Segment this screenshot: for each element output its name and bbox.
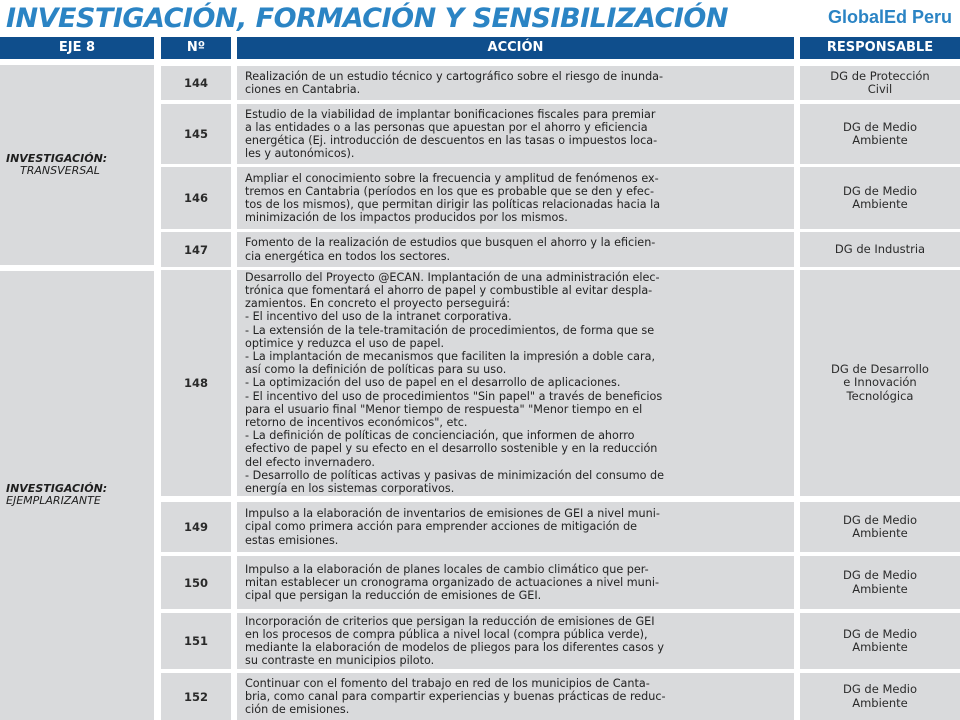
action-line: en los procesos de compra pública a nivel local (compra pública verde), xyxy=(245,627,648,641)
responsible-line: Ambiente xyxy=(852,695,908,710)
page-title: INVESTIGACIÓN, FORMACIÓN Y SENSIBILIZACIÓN xyxy=(6,3,728,34)
col-header-eje: EJE 8 xyxy=(0,37,154,59)
row-number: 151 xyxy=(161,613,231,669)
row-responsible xyxy=(800,232,960,267)
row-action xyxy=(237,232,794,267)
responsible-line: Ambiente xyxy=(852,197,908,211)
row-number: 149 xyxy=(161,502,231,552)
responsible-line: Ambiente xyxy=(852,640,908,654)
action-line: optimice y reduzca el uso de papel. xyxy=(245,336,445,350)
responsible-line: Ambiente xyxy=(852,581,908,596)
row-responsible xyxy=(800,104,960,164)
action-line: Impulso a la elaboración de planes locales de cambio climático que per- xyxy=(245,562,649,576)
responsible-line: Civil xyxy=(867,82,893,96)
action-line: Ampliar el conocimiento sobre la frecuencia y amplitud de fenómenos ex- xyxy=(245,171,659,185)
action-line: para el usuario final "Menor tiempo de respuesta" "Menor tiempo en el xyxy=(245,402,643,416)
action-line: su contraste en municipios piloto. xyxy=(245,654,435,668)
action-line: Realización de un estudio técnico y cartográfico sobre el riesgo de inunda- xyxy=(245,69,664,83)
row-responsible xyxy=(800,673,960,720)
row-number: 150 xyxy=(161,556,231,609)
action-line: del efecto invernadero. xyxy=(245,455,375,469)
action-line: Continuar con el fomento del trabajo en red de los municipios de Canta- xyxy=(245,676,650,690)
action-line: mediante la elaboración de modelos de pliegos para los diferentes casos y xyxy=(245,641,664,654)
action-line: efectivo de papel y su efecto en el desarrollo sostenible y en la reducción xyxy=(245,442,658,456)
responsible-line: DG de Medio xyxy=(843,568,917,582)
row-number: 145 xyxy=(161,104,231,164)
action-line: Incorporación de criterios que persigan la reducción de emisiones de GEI xyxy=(245,614,655,628)
action-line: les y autonómicos). xyxy=(245,147,355,161)
action-line: energía en los sistemas corporativos. xyxy=(245,482,455,496)
action-line: bria, como canal para compartir experiencias y buenas prácticas de reduc- xyxy=(245,689,666,703)
row-action xyxy=(237,613,794,669)
responsible-line: Ambiente xyxy=(852,133,908,147)
action-line: energética (Ej. introducción de descuentos en las tasas o impuestos loca- xyxy=(245,134,658,147)
action-line: - El incentivo del uso de procedimientos "Sin papel" a través de beneficios xyxy=(245,389,663,403)
row-number: 146 xyxy=(161,167,231,229)
row-action xyxy=(237,270,794,496)
action-line: retorno de incentivos económicos", etc. xyxy=(245,416,468,429)
action-line: cipal que persigan la reducción de emisiones de GEI. xyxy=(245,589,542,603)
action-line: ción de emisiones. xyxy=(245,703,350,717)
row-action xyxy=(237,556,794,609)
action-line: Estudio de la viabilidad de implantar bonificaciones fiscales para premiar xyxy=(245,107,656,121)
responsible-line: DG de Desarrollo xyxy=(831,361,929,376)
responsible-line: DG de Industria xyxy=(834,241,926,256)
action-line: mitan establecer un cronograma organizado de actuaciones a nivel muni- xyxy=(245,575,659,589)
action-line: - La extensión de la tele-tramitación de procedimientos, de forma que se xyxy=(245,323,655,337)
action-line: cipal como primera acción para emprender acciones de mitigación de xyxy=(245,520,638,534)
group-label-transversal: INVESTIGACIÓN: TRANSVERSAL xyxy=(6,152,108,177)
row-action xyxy=(237,502,794,552)
action-line: Fomento de la realización de estudios que busquen el ahorro y la eficien- xyxy=(245,236,656,250)
row-responsible xyxy=(800,66,960,100)
col-header-accion: ACCIÓN xyxy=(237,37,794,59)
action-line: Impulso a la elaboración de inventarios de emisiones de GEI a nivel muni- xyxy=(245,507,660,521)
col-header-num: Nº xyxy=(161,37,231,59)
responsible-line: e Innovación xyxy=(843,375,917,390)
row-action xyxy=(237,104,794,164)
action-line: - La optimización del uso de papel en el desarrollo de aplicaciones. xyxy=(245,376,621,390)
group-label-ejemplarizante: INVESTIGACIÓN: EJEMPLARIZANTE xyxy=(6,482,108,507)
action-line: zamientos. En concreto el proyecto perseguirá: xyxy=(245,297,510,311)
responsible-line: DG de Medio xyxy=(843,183,917,198)
action-line: - Desarrollo de políticas activas y pasivas de minimización del consumo de xyxy=(245,468,665,482)
action-line: cia energética en todos los sectores. xyxy=(245,249,451,263)
brand-label: GlobalEd Peru xyxy=(827,7,952,27)
row-responsible xyxy=(800,167,960,229)
row-responsible xyxy=(800,270,960,496)
col-header-responsable: RESPONSABLE xyxy=(800,37,960,59)
action-line: minimización de los impactos producidos por los mismos. xyxy=(245,211,568,225)
row-action xyxy=(237,167,794,229)
responsible-line: DG de Medio xyxy=(843,682,917,696)
action-line: - La implantación de mecanismos que faciliten la impresión a doble cara, xyxy=(245,349,656,363)
row-responsible xyxy=(800,556,960,609)
row-number: 148 xyxy=(161,270,231,496)
responsible-line: DG de Medio xyxy=(843,119,917,134)
action-line: a las entidades o a las personas que apuestan por el ahorro y eficiencia xyxy=(245,120,648,134)
row-action xyxy=(237,673,794,720)
action-line: así como la definición de políticas para su uso. xyxy=(245,363,507,377)
action-line: tremos en Cantabria (períodos en los que es probable que se den y efec- xyxy=(245,184,655,198)
action-line: - La definición de políticas de concienciación, que informen de ahorro xyxy=(245,429,635,443)
responsible-line: Ambiente xyxy=(852,526,908,540)
row-number: 144 xyxy=(161,66,231,100)
action-line: tos de los mismos), que permitan dirigir las políticas relacionadas hacia la xyxy=(245,198,661,211)
row-number: 147 xyxy=(161,232,231,267)
row-action xyxy=(237,66,794,100)
responsible-line: DG de Medio xyxy=(843,512,917,527)
action-line: estas emisiones. xyxy=(245,533,339,547)
action-line: trónica que fomentará el ahorro de papel y combustible al evitar despla- xyxy=(245,283,653,297)
action-line: - El incentivo del uso de la intranet corporativa. xyxy=(245,310,512,324)
responsible-line: Tecnológica xyxy=(846,388,914,403)
action-line: Desarrollo del Proyecto @ECAN. Implantación de una administración elec- xyxy=(245,270,660,284)
responsible-line: DG de Protección xyxy=(830,68,930,83)
row-number: 152 xyxy=(161,673,231,720)
responsible-line: DG de Medio xyxy=(843,626,917,641)
row-responsible xyxy=(800,613,960,669)
row-responsible xyxy=(800,502,960,552)
action-line: ciones en Cantabria. xyxy=(245,83,361,96)
